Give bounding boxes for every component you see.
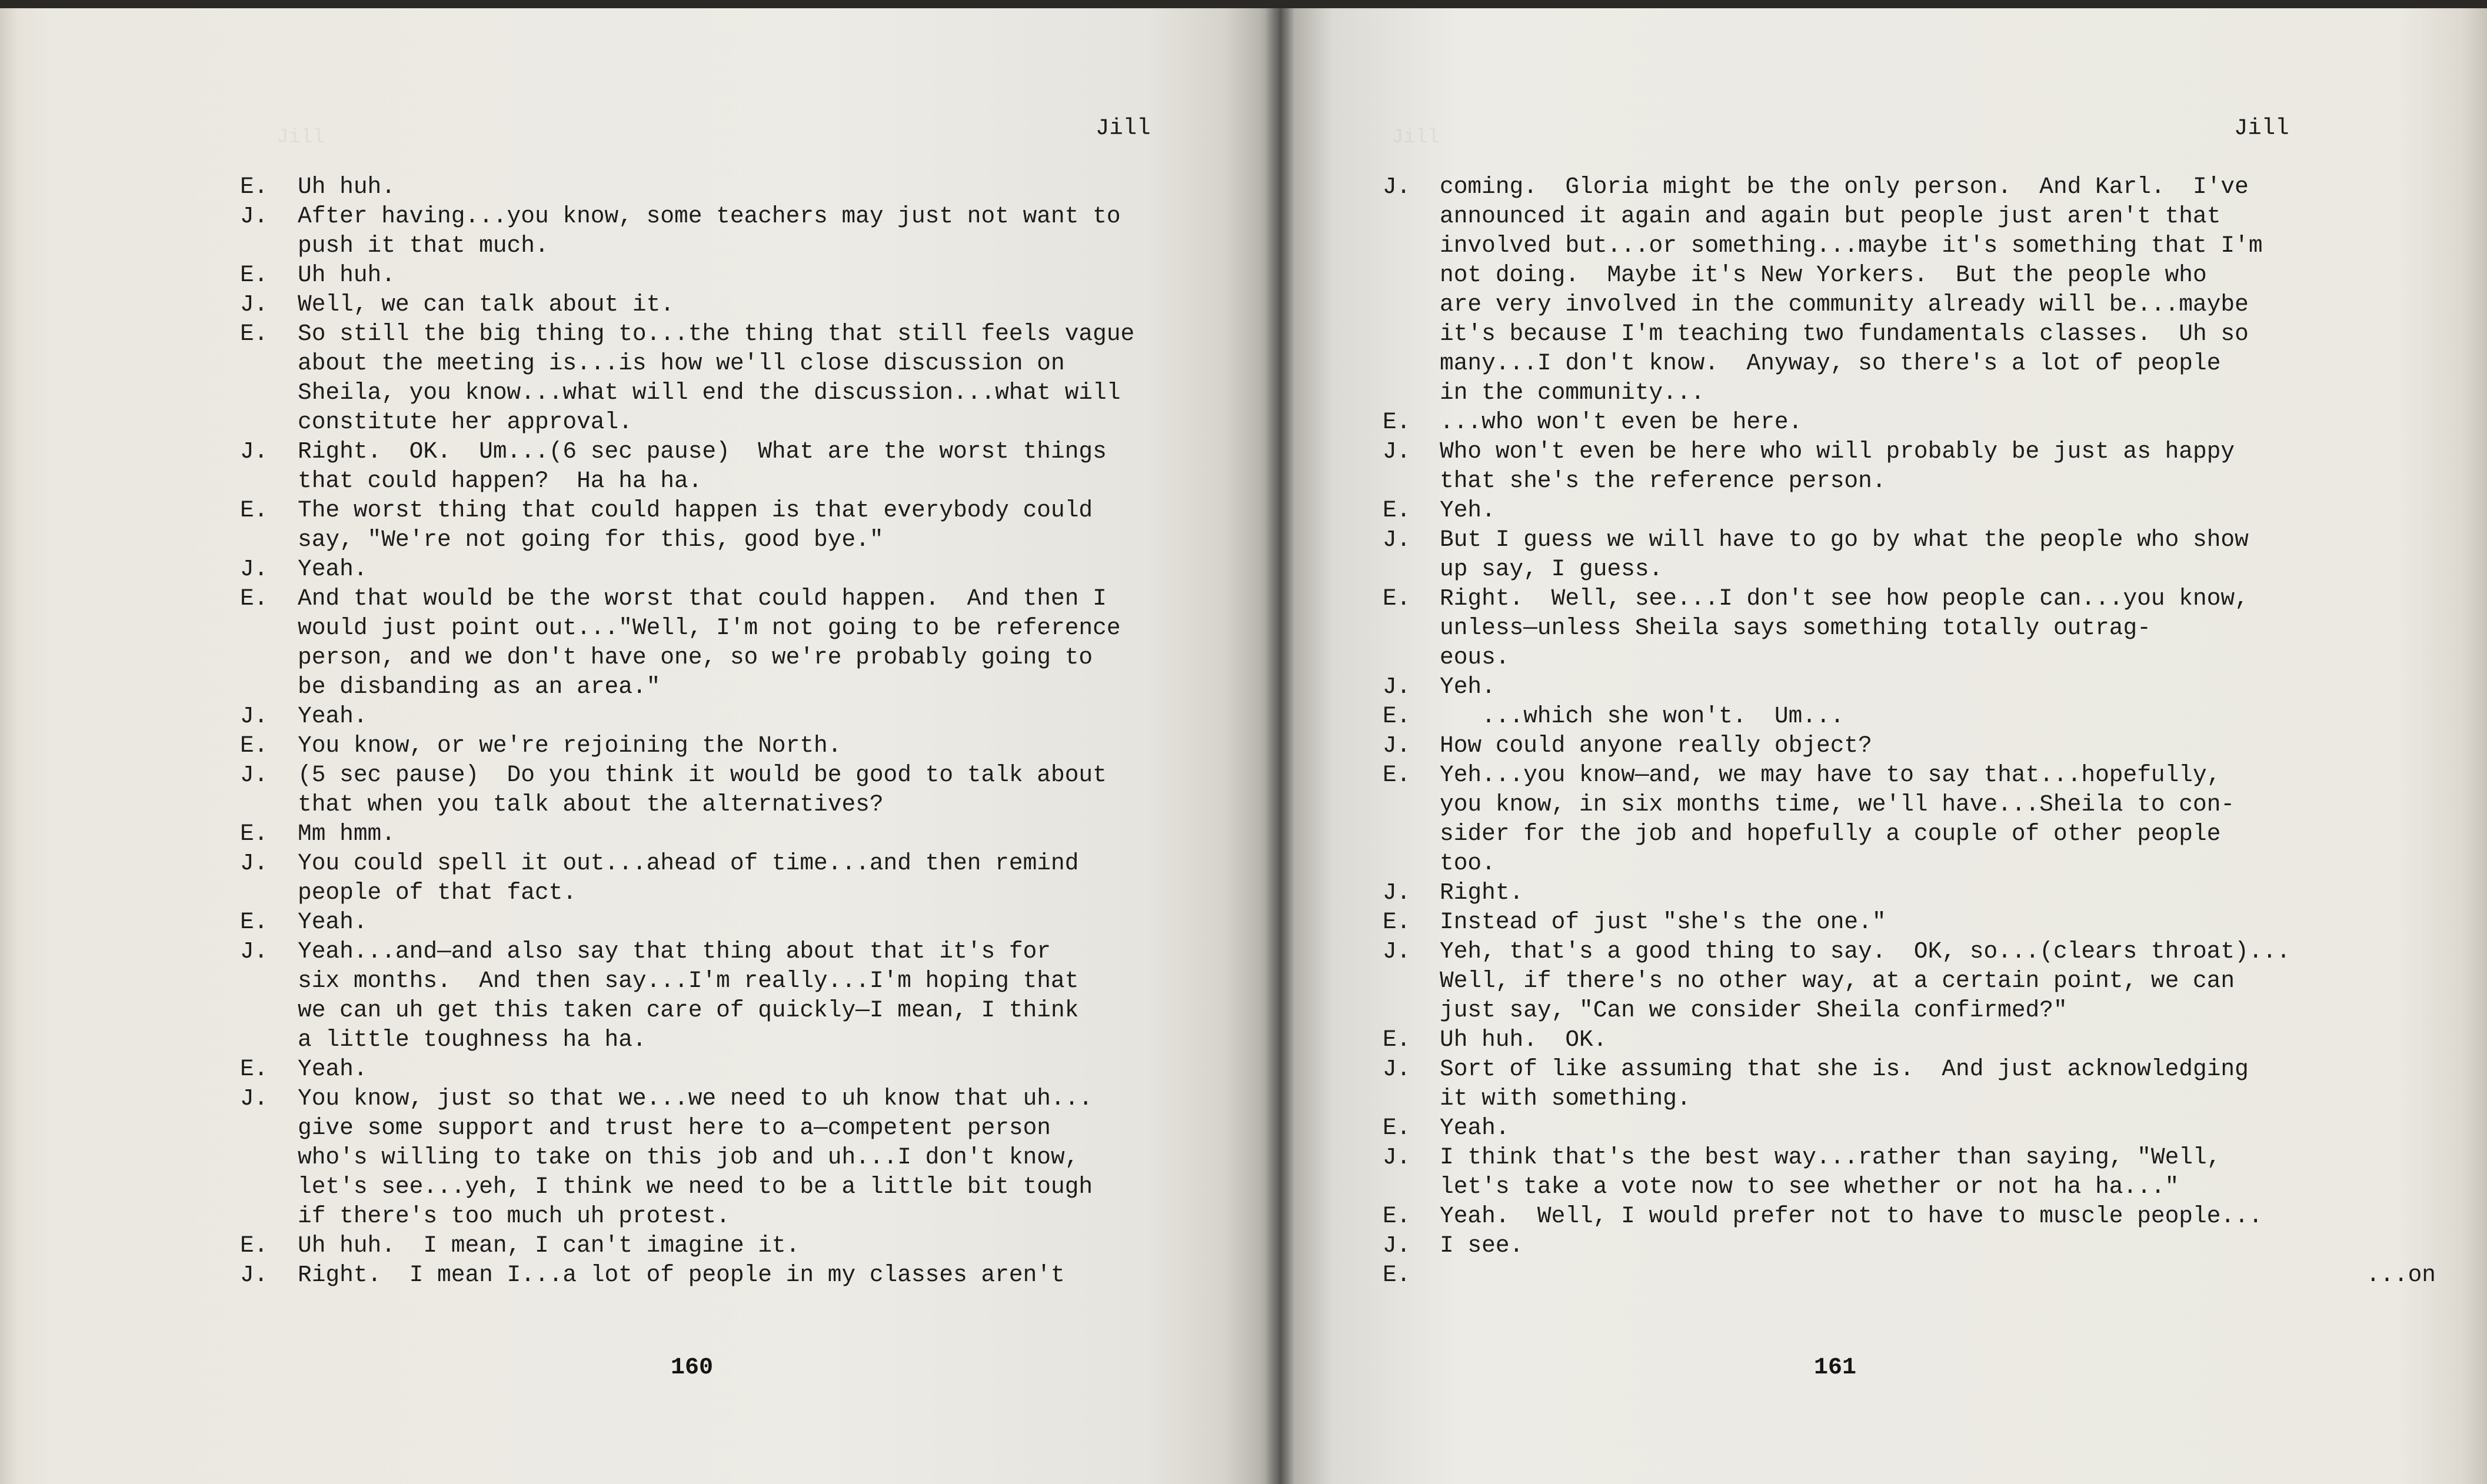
transcript-line — [240, 1025, 1205, 1055]
speaker-label: E. — [240, 732, 268, 759]
utterance-text: Yeah. — [298, 909, 368, 935]
utterance-text: sider for the job and hopefully a couple of other people — [1440, 821, 2221, 847]
speaker-label: E. — [1383, 1262, 1411, 1288]
transcript-line — [1383, 643, 2436, 672]
speaker-label: J. — [240, 203, 268, 229]
speaker-label: E. — [1383, 1026, 1411, 1053]
transcript-line — [1383, 819, 2436, 849]
utterance-text: we can uh get this taken care of quickly—I mean, I think — [298, 997, 1079, 1023]
transcript-line — [240, 819, 1205, 849]
transcript-line — [240, 584, 1205, 613]
utterance-text: who's willing to take on this job and uh...I don't know, — [298, 1144, 1079, 1170]
speaker-label: E. — [1383, 1115, 1411, 1141]
transcript-line — [240, 1055, 1205, 1084]
speaker-label: E. — [1383, 909, 1411, 935]
transcript-line — [240, 1084, 1205, 1113]
utterance-text: Right. OK. Um...(6 sec pause) What are the worst things — [298, 438, 1107, 465]
running-header-right: Jill — [2234, 115, 2289, 141]
utterance-text: Yeah. — [298, 703, 368, 729]
utterance-text: involved but...or something...maybe it's something that I'm — [1440, 232, 2263, 259]
utterance-text: Yeh. — [1440, 673, 1496, 700]
utterance-text: Well, we can talk about it. — [298, 291, 675, 318]
utterance-text: And that would be the worst that could happen. And then I — [298, 585, 1107, 612]
transcript-line — [1383, 319, 2436, 349]
transcript-line — [240, 1202, 1205, 1231]
transcript-line — [1383, 261, 2436, 290]
transcript-line — [240, 1113, 1205, 1143]
speaker-label: J. — [240, 703, 268, 729]
transcript-line — [1383, 1084, 2436, 1113]
utterance-text: Sort of like assuming that she is. And just acknowledging — [1440, 1056, 2249, 1082]
utterance-text: How could anyone really object? — [1440, 732, 1872, 759]
utterance-text: I think that's the best way...rather than saying, "Well, — [1440, 1144, 2221, 1170]
utterance-text: Right. Well, see...I don't see how people can...you know, — [1440, 585, 2249, 612]
transcript-line — [1383, 996, 2436, 1025]
utterance-text: Yeh...you know—and, we may have to say that...hopefully, — [1440, 762, 2221, 788]
speaker-label: E. — [1383, 409, 1411, 435]
utterance-text: Uh huh. — [298, 262, 395, 288]
transcript-line — [1383, 790, 2436, 819]
speaker-label: E. — [240, 821, 268, 847]
transcript-line — [240, 555, 1205, 584]
utterance-text: Yeah. — [298, 556, 368, 582]
utterance-text: give some support and trust here to a—competent person — [298, 1115, 1051, 1141]
utterance-text: would just point out..."Well, I'm not going to be reference — [298, 615, 1121, 641]
utterance-text: that could happen? Ha ha ha. — [298, 468, 703, 494]
utterance-text: you know, in six months time, we'll have...Sheila to con- — [1440, 791, 2235, 818]
transcript-line — [1383, 702, 2436, 731]
transcript-line — [240, 1231, 1205, 1260]
transcript-line — [240, 172, 1205, 202]
transcript-line — [1383, 672, 2436, 702]
transcript-line — [1383, 378, 2436, 408]
transcript-line — [1383, 613, 2436, 643]
utterance-text: it with something. — [1440, 1085, 1691, 1112]
speaker-label: J. — [1383, 879, 1411, 906]
speaker-label: E. — [1383, 1203, 1411, 1229]
utterance-text: Uh huh. — [298, 174, 395, 200]
utterance-text: in the community... — [1440, 379, 1705, 406]
utterance-text: You know, or we're rejoining the North. — [298, 732, 842, 759]
utterance-text: ...who won't even be here. — [1440, 409, 1803, 435]
utterance-text: Uh huh. OK. — [1440, 1026, 1607, 1053]
utterance-text: Right. — [1440, 879, 1524, 906]
transcript-line — [1383, 761, 2436, 790]
speaker-label: J. — [1383, 673, 1411, 700]
transcript-line — [1383, 437, 2436, 466]
transcript-line — [1383, 584, 2436, 613]
transcript-line — [240, 996, 1205, 1025]
utterance-text: Who won't even be here who will probably be just as happy — [1440, 438, 2235, 465]
utterance-text: not doing. Maybe it's New Yorkers. But the people who — [1440, 262, 2207, 288]
speaker-label: E. — [240, 321, 268, 347]
utterance-text: Yeah. — [1440, 1115, 1510, 1141]
transcript-line — [1383, 1202, 2436, 1231]
transcript-line — [240, 1143, 1205, 1172]
utterance-text: Yeah. — [298, 1056, 368, 1082]
utterance-text: a little toughness ha ha. — [298, 1026, 647, 1053]
transcript-line — [1383, 878, 2436, 908]
transcript-line — [1383, 1172, 2436, 1202]
transcript-line — [240, 878, 1205, 908]
utterance-text: are very involved in the community already will be...maybe — [1440, 291, 2249, 318]
utterance-text: let's see...yeh, I think we need to be a little bit tough — [298, 1173, 1093, 1200]
right-page — [1280, 0, 2487, 1484]
utterance-text: You could spell it out...ahead of time...and then remind — [298, 850, 1079, 876]
utterance-text: that when you talk about the alternatives? — [298, 791, 884, 818]
transcript-line — [1383, 555, 2436, 584]
transcript-line — [240, 613, 1205, 643]
transcript-left — [240, 172, 1205, 1290]
speaker-label: J. — [1383, 732, 1411, 759]
utterance-text: say, "We're not going for this, good bye." — [298, 526, 884, 553]
transcript-line — [1383, 908, 2436, 937]
utterance-text: about the meeting is...is how we'll close discussion on — [298, 350, 1065, 376]
speaker-label: J. — [240, 850, 268, 876]
continuation-marker: ...on — [2366, 1262, 2436, 1288]
transcript-line — [240, 761, 1205, 790]
utterance-text: if there's too much uh protest. — [298, 1203, 730, 1229]
show-through-text: Jill — [277, 126, 325, 149]
transcript-line — [240, 966, 1205, 996]
speaker-label: J. — [240, 291, 268, 318]
transcript-line — [1383, 290, 2436, 319]
speaker-label: E. — [240, 585, 268, 612]
transcript-line — [1383, 1113, 2436, 1143]
speaker-label: E. — [240, 1056, 268, 1082]
utterance-text: Mm hmm. — [298, 821, 395, 847]
page-number-right: 161 — [1814, 1355, 1857, 1381]
transcript-line — [240, 496, 1205, 525]
transcript-line — [1383, 1025, 2436, 1055]
transcript-line — [240, 702, 1205, 731]
transcript-line — [1383, 466, 2436, 496]
speaker-label: J. — [1383, 438, 1411, 465]
speaker-label: J. — [1383, 1144, 1411, 1170]
page-number-left: 160 — [671, 1355, 714, 1381]
utterance-text: unless—unless Sheila says something totally outrag- — [1440, 615, 2151, 641]
utterance-text: too. — [1440, 850, 1496, 876]
utterance-text: I see. — [1440, 1232, 1524, 1259]
transcript-line — [1383, 966, 2436, 996]
transcript-line — [240, 643, 1205, 672]
scan-edge — [0, 0, 2487, 8]
transcript-line — [240, 231, 1205, 261]
utterance-text: eous. — [1440, 644, 1510, 671]
transcript-line — [240, 849, 1205, 878]
speaker-label: J. — [1383, 526, 1411, 553]
transcript-line — [240, 290, 1205, 319]
transcript-line — [1383, 525, 2436, 555]
speaker-label: E. — [240, 909, 268, 935]
transcript-line — [240, 437, 1205, 466]
transcript-line — [1383, 408, 2436, 437]
running-header-left: Jill — [1096, 115, 1151, 141]
transcript-line — [1383, 202, 2436, 231]
speaker-label: J. — [240, 1262, 268, 1288]
transcript-line — [240, 790, 1205, 819]
utterance-text: So still the big thing to...the thing that still feels vague — [298, 321, 1135, 347]
speaker-label: E. — [240, 497, 268, 523]
utterance-text: Uh huh. I mean, I can't imagine it. — [298, 1232, 800, 1259]
utterance-text: coming. Gloria might be the only person. And Karl. I've — [1440, 174, 2249, 200]
utterance-text: it's because I'm teaching two fundamentals classes. Uh so — [1440, 321, 2249, 347]
transcript-line — [240, 672, 1205, 702]
utterance-text: Yeah. Well, I would prefer not to have to muscle people... — [1440, 1203, 2263, 1229]
utterance-text: that she's the reference person. — [1440, 468, 1886, 494]
utterance-text: Yeh. — [1440, 497, 1496, 523]
utterance-text: (5 sec pause) Do you think it would be good to talk about — [298, 762, 1107, 788]
utterance-text: announced it again and again but people just aren't that — [1440, 203, 2221, 229]
speaker-label: J. — [240, 762, 268, 788]
utterance-text: constitute her approval. — [298, 409, 632, 435]
transcript-line — [1383, 231, 2436, 261]
utterance-text: After having...you know, some teachers may just not want to — [298, 203, 1121, 229]
transcript-line — [240, 1172, 1205, 1202]
utterance-text: Sheila, you know...what will end the discussion...what will — [298, 379, 1121, 406]
speaker-label: E. — [240, 174, 268, 200]
speaker-label: J. — [240, 938, 268, 965]
speaker-label: J. — [240, 1085, 268, 1112]
utterance-text: You know, just so that we...we need to uh know that uh... — [298, 1085, 1093, 1112]
utterance-text: ...which she won't. Um... — [1440, 703, 1845, 729]
utterance-text: Well, if there's no other way, at a certain point, we can — [1440, 968, 2235, 994]
book-gutter — [1265, 0, 1294, 1484]
utterance-text: many...I don't know. Anyway, so there's a lot of people — [1440, 350, 2221, 376]
utterance-text: six months. And then say...I'm really...I'm hoping that — [298, 968, 1079, 994]
speaker-label: E. — [1383, 762, 1411, 788]
speaker-label: J. — [240, 438, 268, 465]
transcript-line — [1383, 496, 2436, 525]
transcript-line — [1383, 849, 2436, 878]
transcript-line — [240, 525, 1205, 555]
utterance-text: just say, "Can we consider Sheila confirmed?" — [1440, 997, 2067, 1023]
transcript-line — [1383, 1143, 2436, 1172]
transcript-line — [1383, 349, 2436, 378]
utterance-text: push it that much. — [298, 232, 549, 259]
transcript-right — [1383, 172, 2436, 1290]
utterance-text: Yeah...and—and also say that thing about that it's for — [298, 938, 1051, 965]
speaker-label: J. — [1383, 1232, 1411, 1259]
transcript-line — [240, 1260, 1205, 1290]
transcript-line — [1383, 1055, 2436, 1084]
speaker-label: E. — [1383, 497, 1411, 523]
transcript-line — [240, 319, 1205, 349]
utterance-text: be disbanding as an area." — [298, 673, 661, 700]
transcript-line — [240, 378, 1205, 408]
transcript-line — [240, 466, 1205, 496]
utterance-text: Yeh, that's a good thing to say. OK, so...(clears throat)... — [1440, 938, 2290, 965]
transcript-line — [240, 731, 1205, 761]
speaker-label: J. — [1383, 938, 1411, 965]
transcript-line — [1383, 937, 2436, 966]
utterance-text: Right. I mean I...a lot of people in my classes aren't — [298, 1262, 1065, 1288]
transcript-line — [240, 937, 1205, 966]
transcript-line — [240, 408, 1205, 437]
speaker-label: E. — [1383, 703, 1411, 729]
show-through-text: Jill — [1391, 126, 1440, 149]
utterance-text: people of that fact. — [298, 879, 577, 906]
speaker-label: J. — [1383, 174, 1411, 200]
speaker-label: E. — [240, 262, 268, 288]
transcript-line — [1383, 172, 2436, 202]
speaker-label: J. — [240, 556, 268, 582]
transcript-line — [240, 908, 1205, 937]
transcript-line — [240, 202, 1205, 231]
speaker-label: J. — [1383, 1056, 1411, 1082]
transcript-line — [240, 261, 1205, 290]
transcript-line — [1383, 1231, 2436, 1260]
utterance-text: person, and we don't have one, so we're probably going to — [298, 644, 1093, 671]
utterance-text: up say, I guess. — [1440, 556, 1663, 582]
speaker-label: E. — [1383, 585, 1411, 612]
transcript-line — [240, 349, 1205, 378]
transcript-line — [1383, 1260, 2436, 1290]
utterance-text: But I guess we will have to go by what the people who show — [1440, 526, 2249, 553]
utterance-text: The worst thing that could happen is that everybody could — [298, 497, 1093, 523]
transcript-line — [1383, 731, 2436, 761]
utterance-text: Instead of just "she's the one." — [1440, 909, 1886, 935]
utterance-text: let's take a vote now to see whether or not ha ha..." — [1440, 1173, 2179, 1200]
speaker-label: E. — [240, 1232, 268, 1259]
